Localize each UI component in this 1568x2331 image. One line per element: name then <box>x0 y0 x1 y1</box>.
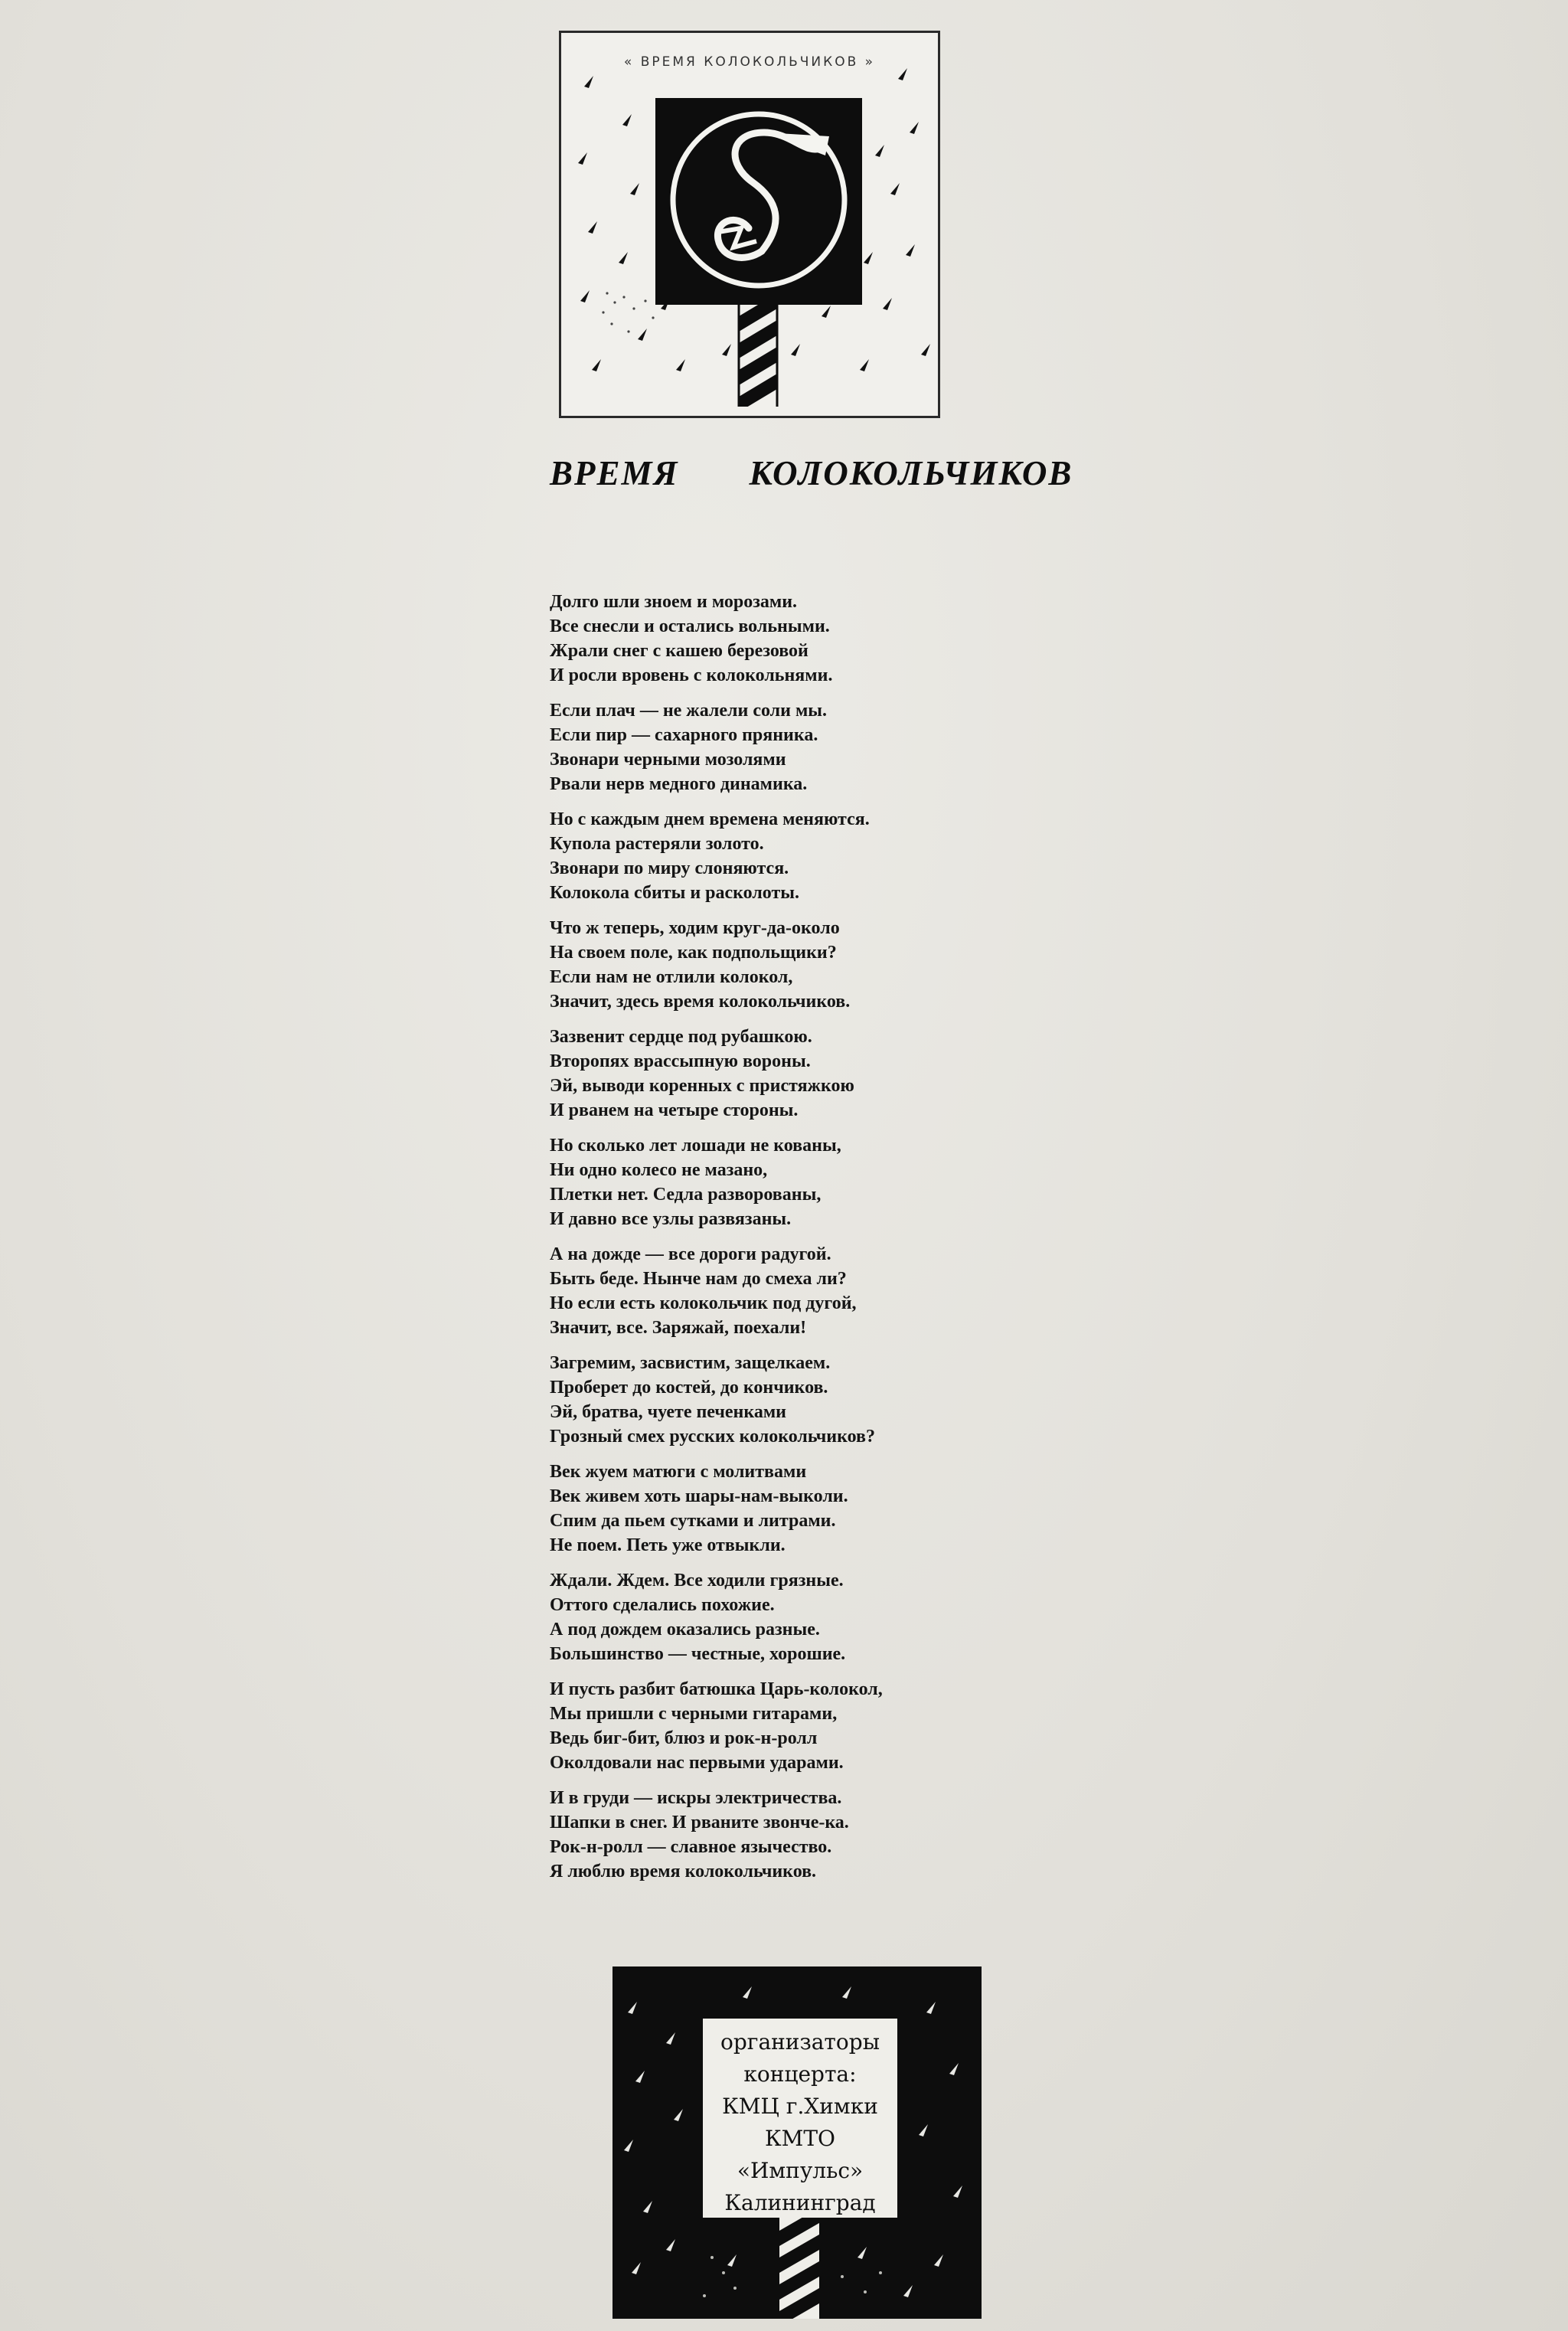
poem-line: Большинство — честные, хорошие. <box>550 1644 846 1664</box>
poem-text <box>550 590 1086 1895</box>
organizers-line: «Импульс» <box>737 2158 864 2183</box>
poem-line: Но сколько лет лошади не кованы, <box>550 1136 841 1156</box>
organizers-panel <box>612 1966 982 2319</box>
poem-line: И рванем на четыре стороны. <box>550 1100 799 1120</box>
poem-line: Век жуем матюги с молитвами <box>550 1462 807 1482</box>
poem-line: Если плач — не жалели соли мы. <box>550 701 828 721</box>
poem-line: Колокола сбиты и расколоты. <box>550 883 800 903</box>
poem-line: И росли вровень с колокольнями. <box>550 665 833 685</box>
poem-line: Значит, здесь время колокольчиков. <box>550 992 851 1012</box>
poem-line: Околдовали нас первыми ударами. <box>550 1753 844 1773</box>
poem-line: Все снесли и остались вольными. <box>550 616 830 636</box>
poem-line: На своем поле, как подпольщики? <box>550 943 837 963</box>
poem-stanza <box>550 1133 1086 1231</box>
poem-line: Плетки нет. Седла разворованы, <box>550 1185 822 1205</box>
poem-line: Звонари черными мозолями <box>550 750 786 770</box>
title-word-1: ВРЕМЯ <box>550 454 679 492</box>
poem-line: Купола растеряли золото. <box>550 834 764 854</box>
poem-stanza <box>550 807 1086 905</box>
emblem-caption: « ВРЕМЯ КОЛОКОЛЬЧИКОВ » <box>623 54 876 70</box>
poem-stanza <box>550 1460 1086 1558</box>
poem-line: Ни одно колесо не мазано, <box>550 1160 768 1180</box>
poem-stanza <box>550 1025 1086 1123</box>
poem-line: Оттого сделались похожие. <box>550 1595 775 1615</box>
poem-line: А под дождем оказались разные. <box>550 1620 820 1640</box>
organizers-line: концерта: <box>743 2061 857 2087</box>
poem-line: Загремим, засвистим, защелкаем. <box>550 1353 831 1373</box>
page-title <box>550 453 1132 493</box>
poem-stanza <box>550 1351 1086 1449</box>
poem-line: Мы пришли с черными гитарами, <box>550 1704 838 1724</box>
poem-line: Спим да пьем сутками и литрами. <box>550 1511 836 1531</box>
poem-line: Эй, братва, чуете печенками <box>550 1402 787 1422</box>
poem-line: Рок-н-ролл — славное язычество. <box>550 1837 832 1857</box>
poem-line: Второпях врассыпную вороны. <box>550 1051 811 1071</box>
poem-stanza <box>550 1677 1086 1775</box>
poem-line: Жрали снег с кашею березовой <box>550 641 808 661</box>
organizers-line: КМЦ г.Химки <box>722 2094 878 2119</box>
poem-stanza <box>550 1568 1086 1666</box>
poem-stanza <box>550 1242 1086 1340</box>
organizers-line: организаторы <box>720 2029 880 2055</box>
poem-line: И в груди — искры электричества. <box>550 1788 842 1808</box>
poem-line: Рвали нерв медного динамика. <box>550 774 808 794</box>
poem-line: И давно все узлы развязаны. <box>550 1209 792 1229</box>
poem-line: Зазвенит сердце под рубашкою. <box>550 1027 812 1047</box>
poem-line: Век живем хоть шары-нам-выколи. <box>550 1486 848 1506</box>
poem-line: Ждали. Ждем. Все ходили грязные. <box>550 1571 844 1591</box>
poem-line: Но с каждым днем времена меняются. <box>550 809 870 829</box>
poem-stanza <box>550 698 1086 796</box>
album-emblem <box>559 31 940 418</box>
poem-line: Что ж теперь, ходим круг-да-около <box>550 918 840 938</box>
organizers-label <box>703 2019 897 2218</box>
poem-line: Значит, все. Заряжай, поехали! <box>550 1318 807 1338</box>
poem-line: Эй, выводи коренных с пристяжкою <box>550 1076 854 1096</box>
poem-stanza <box>550 916 1086 1014</box>
poem-line: Я люблю время колокольчиков. <box>550 1862 817 1881</box>
poem-line: И пусть разбит батюшка Царь-колокол, <box>550 1679 883 1699</box>
poem-line: Если пир — сахарного пряника. <box>550 725 818 745</box>
poem-line: Шапки в снег. И рваните звонче-ка. <box>550 1813 849 1832</box>
poem-line: А на дожде — все дороги радугой. <box>550 1244 831 1264</box>
poem-line: Но если есть колокольчик под дугой, <box>550 1293 857 1313</box>
poem-line: Долго шли зноем и морозами. <box>550 592 798 612</box>
poem-stanza <box>550 1786 1086 1884</box>
poem-line: Не поем. Петь уже отвыкли. <box>550 1535 786 1555</box>
title-word-2: КОЛОКОЛЬЧИКОВ <box>749 454 1073 492</box>
emblem-artwork <box>561 33 938 416</box>
organizers-line: КМТО <box>765 2126 835 2151</box>
poem-line: Звонари по миру слоняются. <box>550 858 789 878</box>
poem-line: Быть беде. Нынче нам до смеха ли? <box>550 1269 847 1289</box>
poem-stanza <box>550 590 1086 688</box>
organizers-line: Калининград <box>724 2190 876 2215</box>
poem-line: Проберет до костей, до кончиков. <box>550 1378 828 1398</box>
poem-line: Грозный смех русских колокольчиков? <box>550 1427 875 1447</box>
poem-line: Ведь биг-бит, блюз и рок-н-ролл <box>550 1728 818 1748</box>
poem-line: Если нам не отлили колокол, <box>550 967 793 987</box>
